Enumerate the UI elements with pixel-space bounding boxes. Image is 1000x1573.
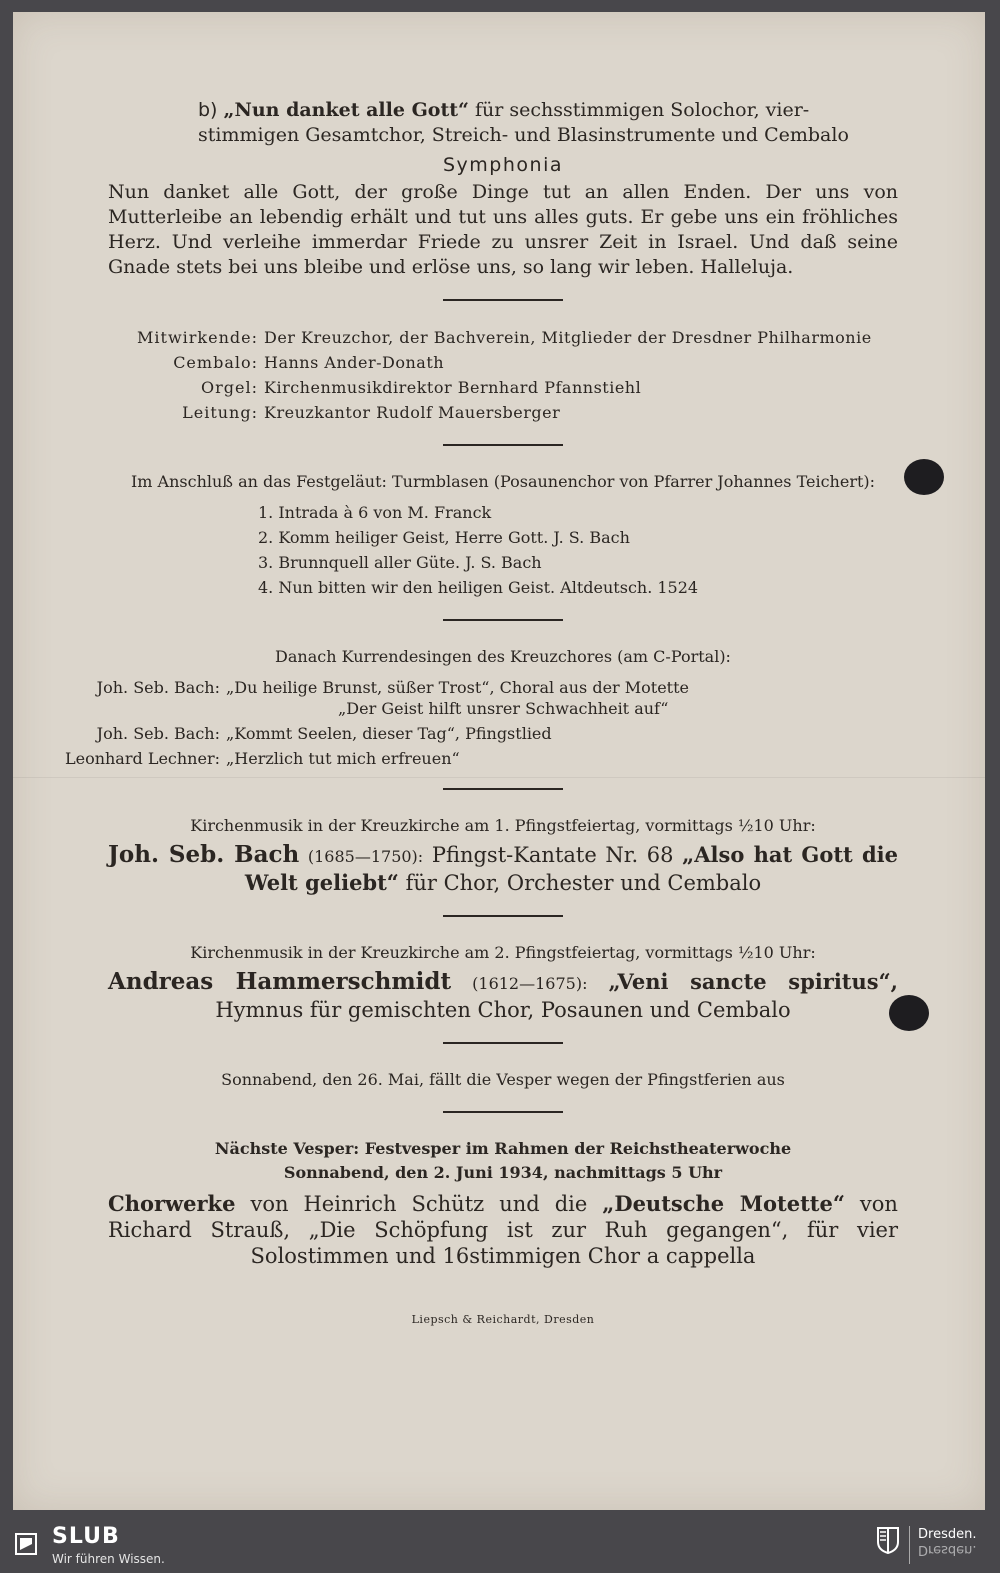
next-vesper-line1: Nächste Vesper: Festvesper im Rahmen der Reichstheaterwoche bbox=[214, 1139, 792, 1158]
list-item: 1. Intrada à 6 von M. Franck bbox=[258, 503, 492, 522]
credit-label: Orgel: bbox=[201, 378, 258, 397]
dresden-crest-icon bbox=[876, 1526, 900, 1554]
printer-imprint: Liepsch & Reichardt, Dresden bbox=[411, 1313, 595, 1326]
credit-value: Hanns Ander-Donath bbox=[264, 353, 445, 372]
work-line: „Der Geist hilft unsrer Schwachheit auf“ bbox=[338, 699, 669, 718]
divider bbox=[443, 788, 563, 790]
slub-logo-icon bbox=[14, 1532, 38, 1556]
cancellation-note: Sonnabend, den 26. Mai, fällt die Vesper wegen der Pfingstferien aus bbox=[221, 1070, 785, 1089]
divider bbox=[443, 619, 563, 621]
pfingst1-intro: Kirchenmusik in der Kreuzkirche am 1. Pfingstfeiertag, vormittags ½10 Uhr: bbox=[190, 816, 816, 835]
hymn-desc-2: stimmigen Gesamtchor, Streich- und Blasinstrumente und Cembalo bbox=[198, 124, 849, 146]
item-label: b) bbox=[198, 99, 218, 121]
hymn-heading bbox=[198, 98, 898, 148]
list-item bbox=[0, 748, 898, 769]
work-subtitle: „Also hat Gott die Welt geliebt“ bbox=[244, 842, 898, 895]
section-title: Symphonia bbox=[442, 154, 563, 176]
hymn-title: „Nun danket alle Gott“ bbox=[223, 99, 469, 121]
credit-row bbox=[108, 375, 898, 400]
work-line: „Du heilige Brunst, süßer Trost“, Choral aus der Motette bbox=[226, 678, 690, 697]
divider bbox=[443, 1111, 563, 1113]
list-item: 3. Brunnquell aller Güte. J. S. Bach bbox=[258, 553, 542, 572]
credit-row bbox=[108, 400, 898, 425]
brand-name[interactable]: SLUB bbox=[52, 1524, 120, 1549]
pfingst2-work bbox=[108, 969, 898, 1023]
viewer-footer bbox=[0, 1518, 1000, 1573]
program-text: von Heinrich Schütz und die bbox=[250, 1192, 588, 1216]
credit-label: Cembalo: bbox=[173, 353, 258, 372]
divider bbox=[443, 1042, 563, 1044]
list-item bbox=[0, 677, 898, 719]
punch-hole-top bbox=[904, 459, 944, 495]
work-line: „Herzlich tut mich erfreuen“ bbox=[226, 749, 460, 768]
partner-label-reflection: Dresden. bbox=[918, 1542, 977, 1557]
partner-name[interactable] bbox=[918, 1528, 976, 1556]
list-item: 4. Nun bitten wir den heiligen Geist. Altdeutsch. 1524 bbox=[258, 578, 699, 597]
composer-label: Leonhard Lechner: bbox=[64, 749, 220, 768]
composer-name: Andreas Hammerschmidt bbox=[108, 968, 452, 995]
credit-value: Kreuzkantor Rudolf Mauersberger bbox=[264, 403, 561, 422]
composer-years: (1685—1750): bbox=[307, 847, 424, 866]
divider bbox=[443, 915, 563, 917]
turmblasen-list bbox=[258, 500, 898, 600]
next-vesper-program bbox=[108, 1191, 898, 1269]
credit-row bbox=[108, 325, 898, 350]
footer-divider bbox=[909, 1526, 910, 1564]
next-vesper-line2: Sonnabend, den 2. Juni 1934, nachmittags 5 Uhr bbox=[283, 1163, 723, 1182]
credit-value: Der Kreuzchor, der Bachverein, Mitglieder der Dresdner Philharmonie bbox=[264, 328, 872, 347]
work-scoring: Hymnus für gemischten Chor, Posaunen und Cembalo bbox=[215, 998, 791, 1022]
program-lead: Chorwerke bbox=[108, 1191, 236, 1216]
divider bbox=[443, 299, 563, 301]
program-content bbox=[64, 98, 898, 1326]
credit-label: Mitwirkende: bbox=[137, 328, 258, 347]
composer-name: Joh. Seb. Bach bbox=[108, 841, 300, 868]
brand-tagline: Wir führen Wissen. bbox=[52, 1552, 165, 1566]
partner-label: Dresden. bbox=[918, 1527, 977, 1542]
work-text bbox=[226, 677, 689, 719]
work-scoring: für Chor, Orchester und Cembalo bbox=[405, 871, 762, 895]
composer-years: (1612—1675): bbox=[472, 974, 588, 993]
program-highlight: „Deutsche Motette“ bbox=[602, 1191, 845, 1216]
work-title: „Veni sancte spiritus“, bbox=[608, 969, 898, 994]
hymn-lyrics: Nun danket alle Gott, der große Dinge tut an allen Enden. Der uns von Mutterleibe an lebendig erhält und tut uns alles guts. Er gebe uns ein fröhliches Herz. Und verleihe immerdar Friede zu unsrer Zeit in Israel. Und daß seine Gnade stets bei uns bleibe und erlöse uns, so lang wir leben. Halleluja. bbox=[108, 181, 898, 278]
program-text: von Richard Strauß, „Die Schöpfung ist zur Ruh gegangen“, für vier Solostimmen und 16stimmigen Chor a cappella bbox=[108, 1192, 898, 1268]
kurrende-intro: Danach Kurrendesingen des Kreuzchores (am C-Portal): bbox=[275, 647, 731, 666]
list-item: 2. Komm heiliger Geist, Herre Gott. J. S. Bach bbox=[258, 528, 630, 547]
credit-label: Leitung: bbox=[182, 403, 258, 422]
composer-label: Joh. Seb. Bach: bbox=[96, 724, 220, 743]
divider bbox=[443, 444, 563, 446]
pfingst1-work bbox=[108, 842, 898, 896]
turmblasen-intro: Im Anschluß an das Festgeläut: Turmblasen (Posaunenchor von Pfarrer Johannes Teichert): bbox=[130, 472, 876, 491]
work-title: Pfingst-Kantate Nr. 68 bbox=[431, 843, 674, 867]
work-line: „Kommt Seelen, dieser Tag“, Pfingstlied bbox=[226, 724, 552, 743]
pfingst2-intro: Kirchenmusik in der Kreuzkirche am 2. Pfingstfeiertag, vormittags ½10 Uhr: bbox=[190, 943, 816, 962]
hymn-desc-1: für sechsstimmigen Solochor, vier- bbox=[475, 99, 810, 121]
list-item bbox=[0, 723, 898, 744]
program-page bbox=[13, 12, 985, 1510]
credit-value: Kirchenmusikdirektor Bernhard Pfannstiehl bbox=[264, 378, 642, 397]
kurrende-list bbox=[64, 677, 898, 769]
composer-label: Joh. Seb. Bach: bbox=[96, 678, 220, 697]
credits-list bbox=[108, 325, 898, 425]
credit-row bbox=[108, 350, 898, 375]
